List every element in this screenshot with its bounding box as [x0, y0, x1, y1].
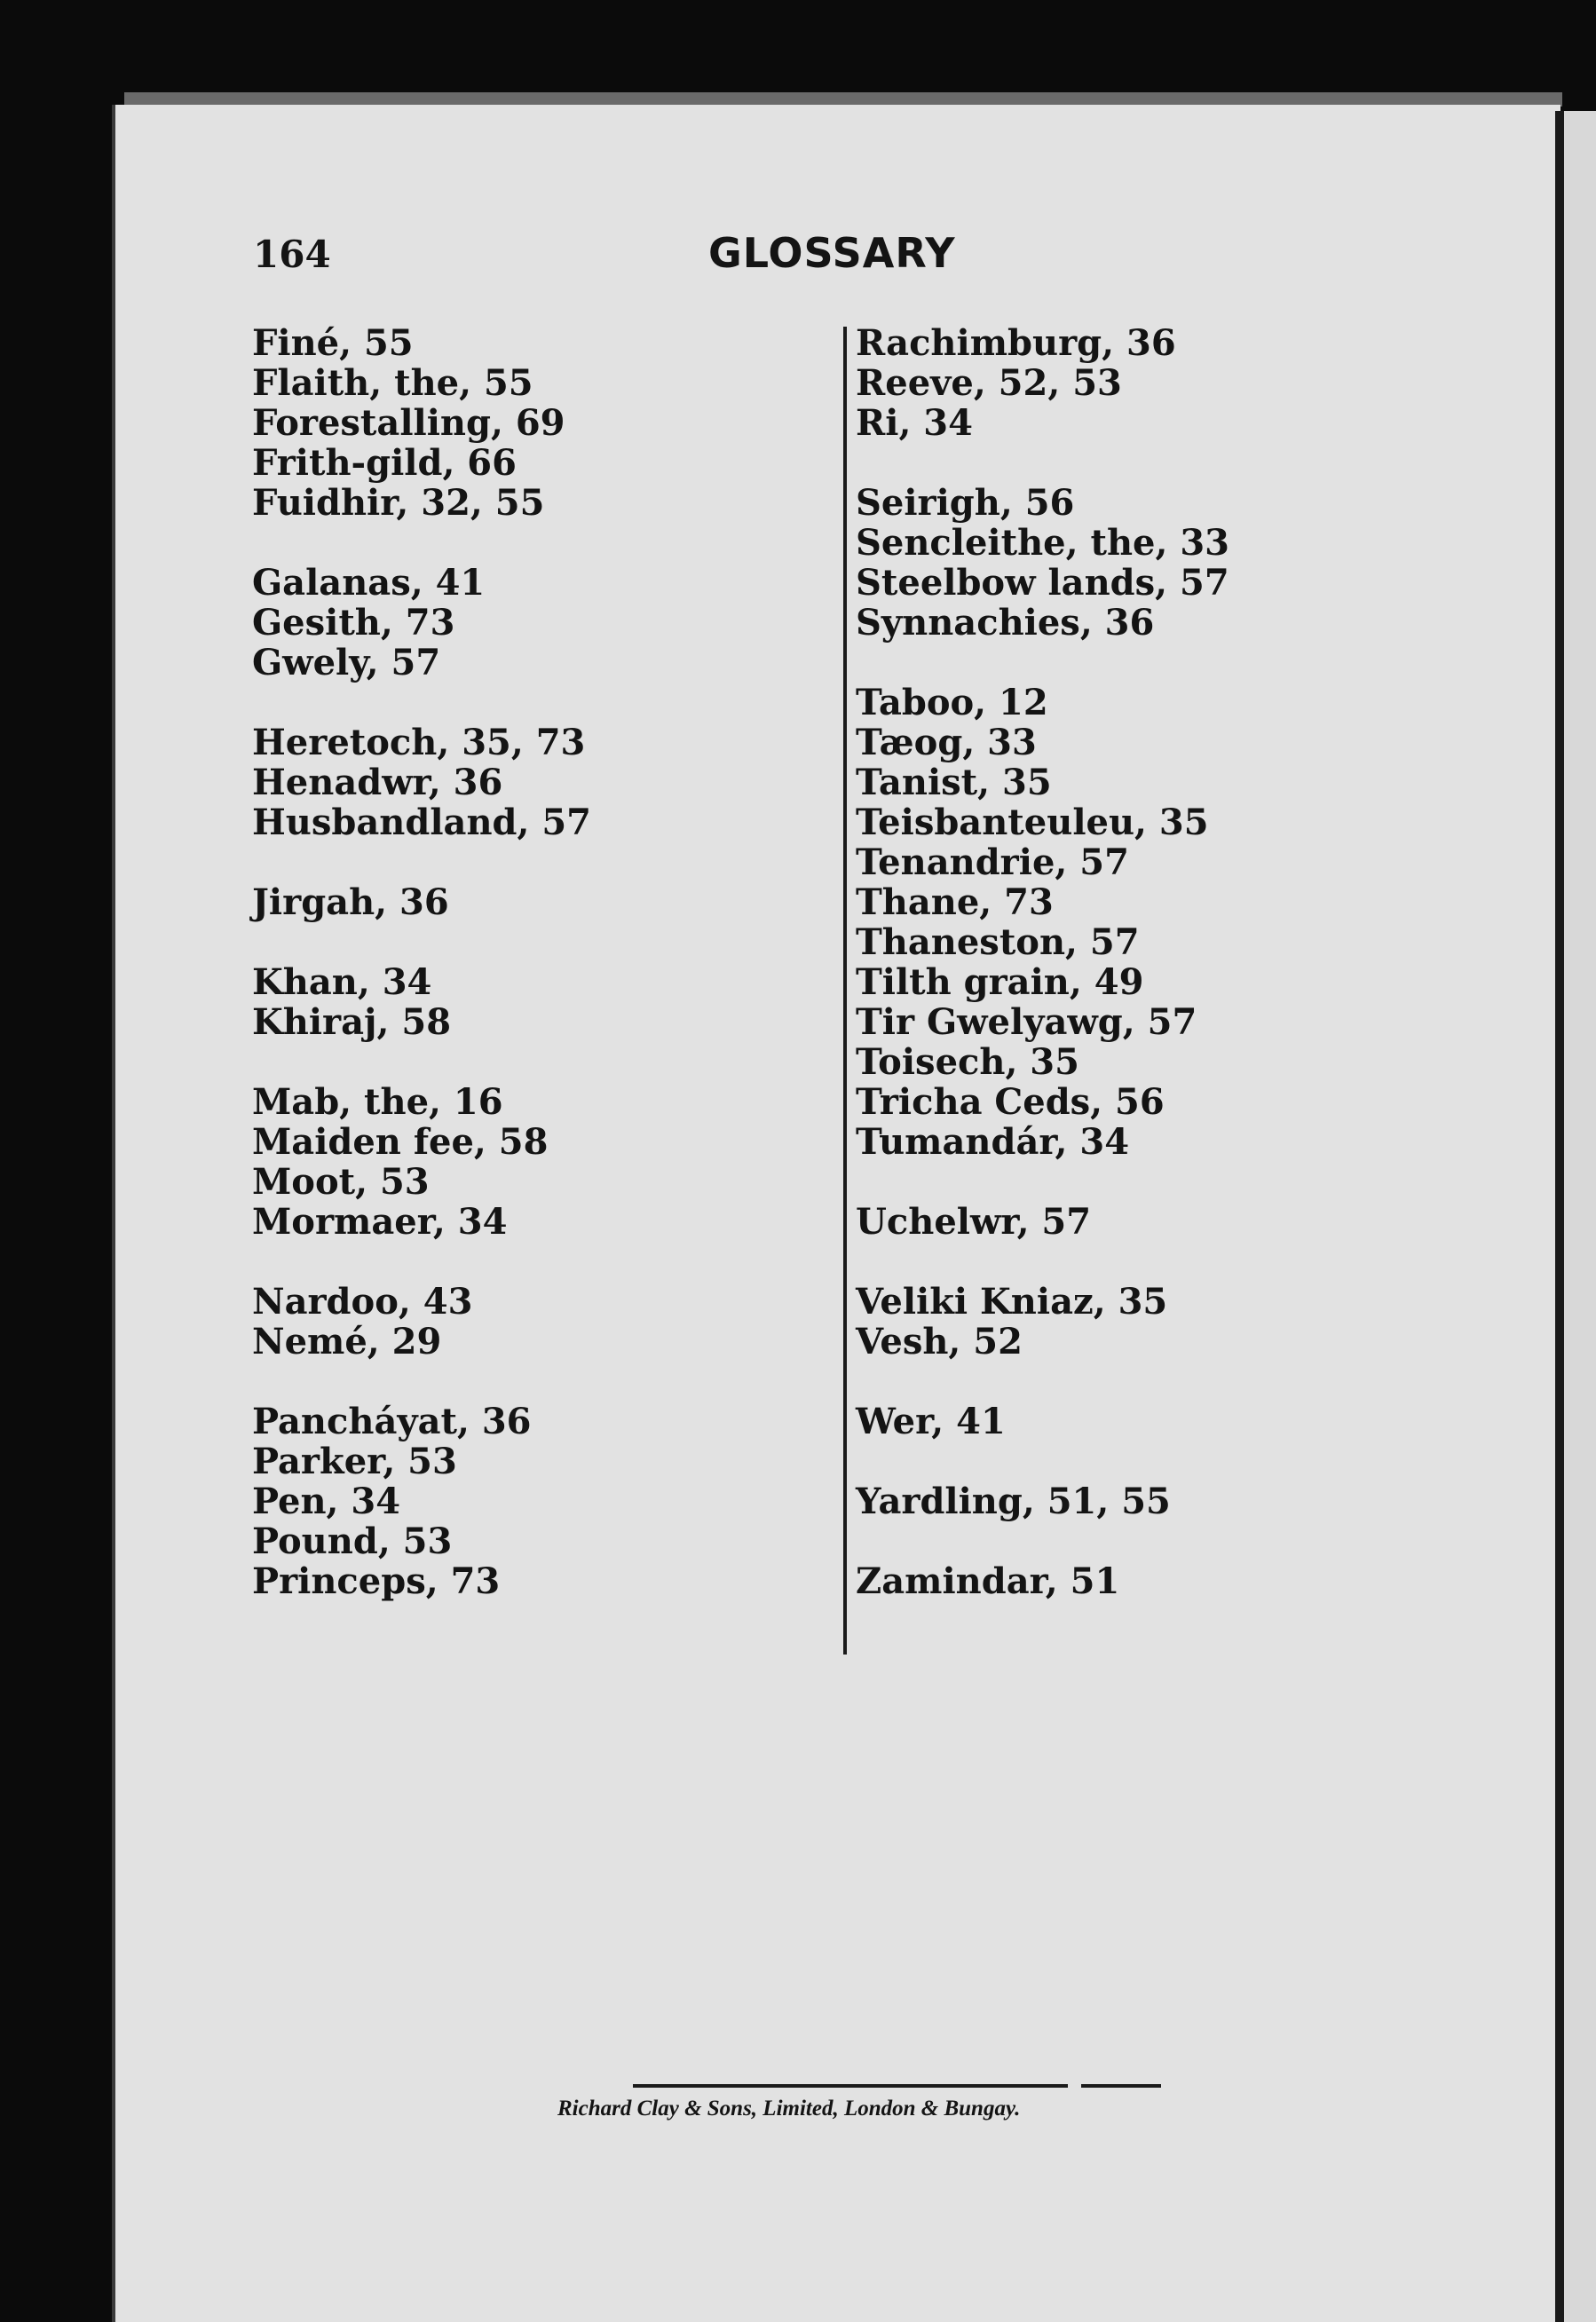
glossary-entry: Tenandrie, 57 [856, 841, 1129, 883]
printer-imprint: Richard Clay & Sons, Limited, London & Bungay. [557, 2097, 1021, 2121]
letter-group-gap [252, 1242, 591, 1282]
glossary-entry: Rachimburg, 36 [856, 322, 1176, 364]
glossary-entry: Taboo, 12 [856, 682, 1048, 723]
glossary-entry: Ri, 34 [856, 402, 973, 444]
glossary-entry: Forestalling, 69 [252, 402, 565, 444]
glossary-entry: Nardoo, 43 [252, 1281, 473, 1323]
letter-group-gap [252, 922, 591, 962]
page-title: GLOSSARY [708, 229, 956, 277]
glossary-entry: Jirgah, 36 [252, 881, 449, 923]
glossary-entry: Yardling, 51, 55 [856, 1481, 1171, 1522]
glossary-entry: Husbandland, 57 [252, 802, 592, 843]
letter-group-gap [252, 842, 591, 882]
glossary-entry: Vesh, 52 [856, 1321, 1023, 1362]
glossary-entry: Henadwr, 36 [252, 762, 503, 803]
letter-group-gap [856, 443, 1229, 483]
glossary-entry: Tæog, 33 [856, 722, 1037, 763]
glossary-entry: Sencleithe, the, 33 [856, 522, 1229, 564]
glossary-entry: Nemé, 29 [252, 1321, 442, 1362]
glossary-entry: Moot, 53 [252, 1161, 430, 1203]
glossary-entry: Gwely, 57 [252, 642, 441, 683]
glossary-entry: Khan, 34 [252, 961, 432, 1003]
glossary-entry: Parker, 53 [252, 1441, 457, 1482]
adjacent-page-strip [1564, 111, 1596, 2322]
page-right-edge [1555, 111, 1564, 2322]
glossary-entry: Khiraj, 58 [252, 1001, 452, 1043]
glossary-entry: Tir Gwelyawg, 57 [856, 1001, 1197, 1043]
glossary-entry: Galanas, 41 [252, 562, 486, 604]
letter-group-gap [856, 1362, 1229, 1402]
glossary-entry: Finé, 55 [252, 322, 414, 364]
glossary-entry: Zamindar, 51 [856, 1560, 1120, 1602]
glossary-entry: Tumandár, 34 [856, 1121, 1130, 1163]
glossary-entry: Gesith, 73 [252, 602, 455, 644]
glossary-entry: Thane, 73 [856, 881, 1054, 923]
glossary-column-right [856, 323, 1229, 1601]
glossary-column-left [252, 323, 591, 1601]
letter-group-gap [252, 1042, 591, 1082]
glossary-entry: Mab, the, 16 [252, 1081, 503, 1123]
glossary-entry: Tanist, 35 [856, 762, 1052, 803]
glossary-entry: Pen, 34 [252, 1481, 401, 1522]
glossary-entry: Tricha Ceds, 56 [856, 1081, 1165, 1123]
letter-group-gap [856, 1441, 1229, 1481]
glossary-entry: Steelbow lands, 57 [856, 562, 1229, 604]
glossary-entry: Flaith, the, 55 [252, 362, 533, 404]
glossary-entry: Fuidhir, 32, 55 [252, 482, 545, 524]
glossary-entry: Reeve, 52, 53 [856, 362, 1122, 404]
glossary-entry: Pound, 53 [252, 1520, 453, 1562]
glossary-entry: Frith-gild, 66 [252, 442, 517, 484]
letter-group-gap [856, 1162, 1229, 1202]
glossary-entry: Uchelwr, 57 [856, 1201, 1092, 1243]
glossary-entry: Synnachies, 36 [856, 602, 1155, 644]
glossary-entry: Toisech, 35 [856, 1041, 1079, 1083]
glossary-entry: Mormaer, 34 [252, 1201, 508, 1243]
glossary-entry: Wer, 41 [856, 1401, 1006, 1442]
glossary-entry: Princeps, 73 [252, 1560, 501, 1602]
glossary-entry: Teisbanteuleu, 35 [856, 802, 1209, 843]
page-number: 164 [253, 233, 331, 276]
glossary-entry: Veliki Kniaz, 35 [856, 1281, 1168, 1323]
footer-rule [633, 2084, 1068, 2088]
letter-group-gap [856, 643, 1229, 683]
column-divider [843, 327, 847, 1655]
glossary-entry: Maiden fee, 58 [252, 1121, 549, 1163]
letter-group-gap [856, 1242, 1229, 1282]
glossary-entry: Tilth grain, 49 [856, 961, 1144, 1003]
glossary-entry: Pancháyat, 36 [252, 1401, 532, 1442]
letter-group-gap [856, 1521, 1229, 1561]
letter-group-gap [252, 1362, 591, 1402]
glossary-entry: Thaneston, 57 [856, 921, 1140, 963]
glossary-entry: Seirigh, 56 [856, 482, 1075, 524]
glossary-entry: Heretoch, 35, 73 [252, 722, 586, 763]
letter-group-gap [252, 683, 591, 723]
letter-group-gap [252, 523, 591, 563]
footer-rule-short [1081, 2084, 1161, 2088]
